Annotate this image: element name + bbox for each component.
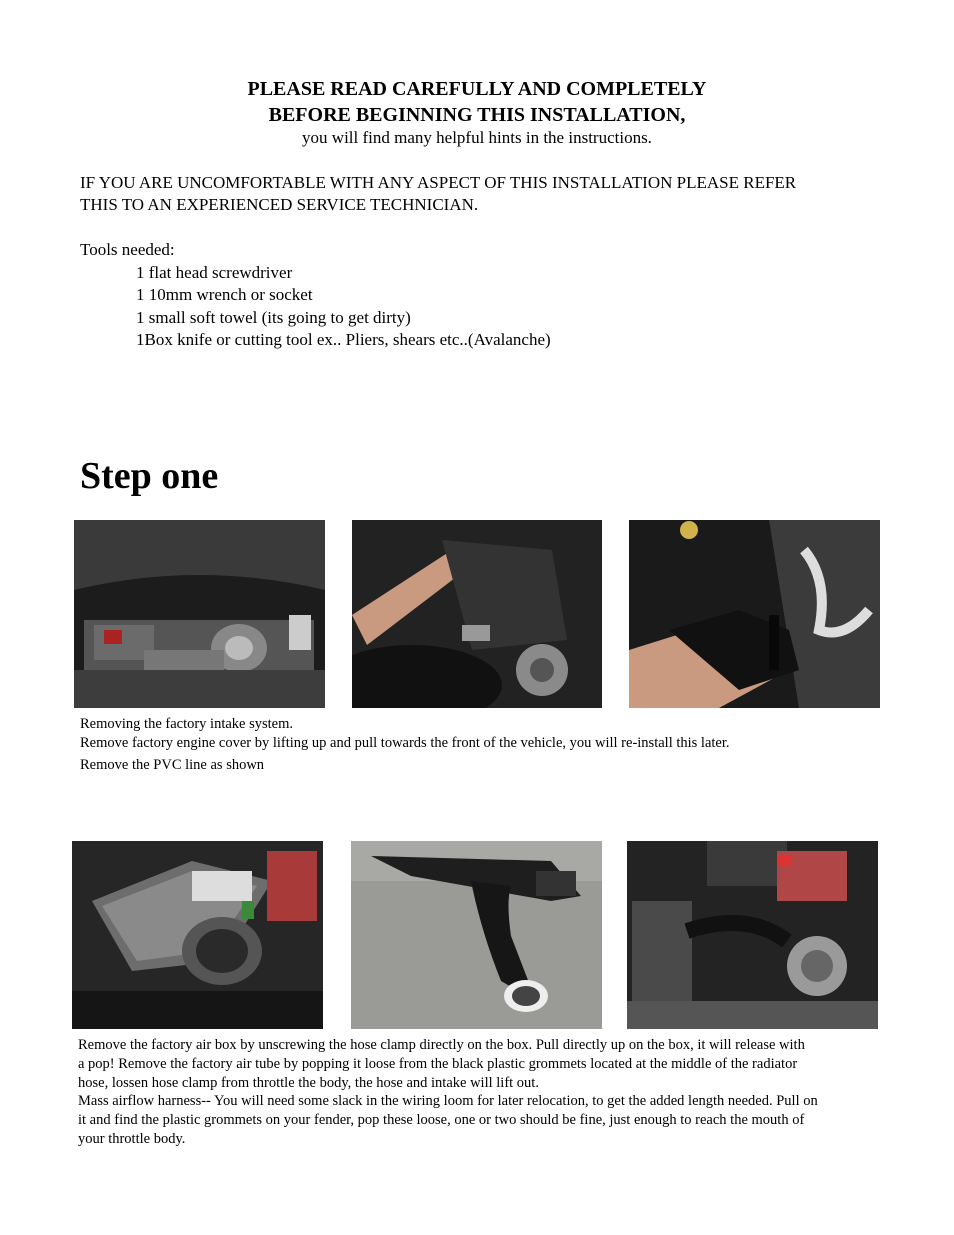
engine-cover-removal-photo <box>352 520 602 708</box>
warning-line-1: IF YOU ARE UNCOMFORTABLE WITH ANY ASPECT OF THIS INSTALLATION PLEASE REFER <box>80 173 797 192</box>
pvc-line-removal-photo <box>629 520 880 708</box>
caption-removing-intake: Removing the factory intake system. <box>80 716 294 732</box>
caption-engine-cover: Remove factory engine cover by lifting up and pull towards the front of the vehicle, you will re-install this later. <box>80 735 730 751</box>
tools-list <box>80 239 551 352</box>
caption-maf-line-3: your throttle body. <box>78 1131 186 1147</box>
header-subtitle: you will find many helpful hints in the instructions. <box>302 128 652 147</box>
factory-air-box-photo <box>72 841 323 1029</box>
tool-item: 1 10mm wrench or socket <box>136 285 313 304</box>
caption-air-box-line-1: Remove the factory air box by unscrewing the hose clamp directly on the box. Pull directly up on the box, it will release with <box>78 1037 805 1053</box>
warning-line-2: THIS TO AN EXPERIENCED SERVICE TECHNICIAN. <box>80 195 479 214</box>
caption-maf-line-2: it and find the plastic grommets on your fender, pop these loose, one or two should be fine, just enough to reach the mouth of <box>78 1112 805 1128</box>
caption-pvc-line: Remove the PVC line as shown <box>80 757 265 773</box>
tool-item: 1 flat head screwdriver <box>136 262 293 282</box>
header-line-1: PLEASE READ CAREFULLY AND COMPLETELY <box>247 78 707 100</box>
header-line-2: BEFORE BEGINNING THIS INSTALLATION, <box>268 104 686 126</box>
tool-item: 1 small soft towel (its going to get dirty) <box>136 307 411 327</box>
caption-maf-line-1: Mass airflow harness-- You will need some slack in the wiring loom for later relocation, to get the added length needed. Pull on <box>78 1093 818 1109</box>
tools-heading: Tools needed: <box>80 240 175 259</box>
tool-item: 1Box knife or cutting tool ex.. Pliers, shears etc..(Avalanche) <box>136 330 551 349</box>
caption-air-box-line-3: hose, lossen hose clamp from throttle the body, the hose and intake will lift out. <box>78 1075 539 1091</box>
engine-bay-photo <box>74 520 325 708</box>
caption-air-box-line-2: a pop! Remove the factory air tube by popping it loose from the black plastic grommets located at the middle of the radiator <box>78 1056 798 1072</box>
throttle-body-photo <box>627 841 878 1029</box>
factory-air-tube-photo <box>351 841 602 1029</box>
step-title: Step one <box>80 455 219 497</box>
